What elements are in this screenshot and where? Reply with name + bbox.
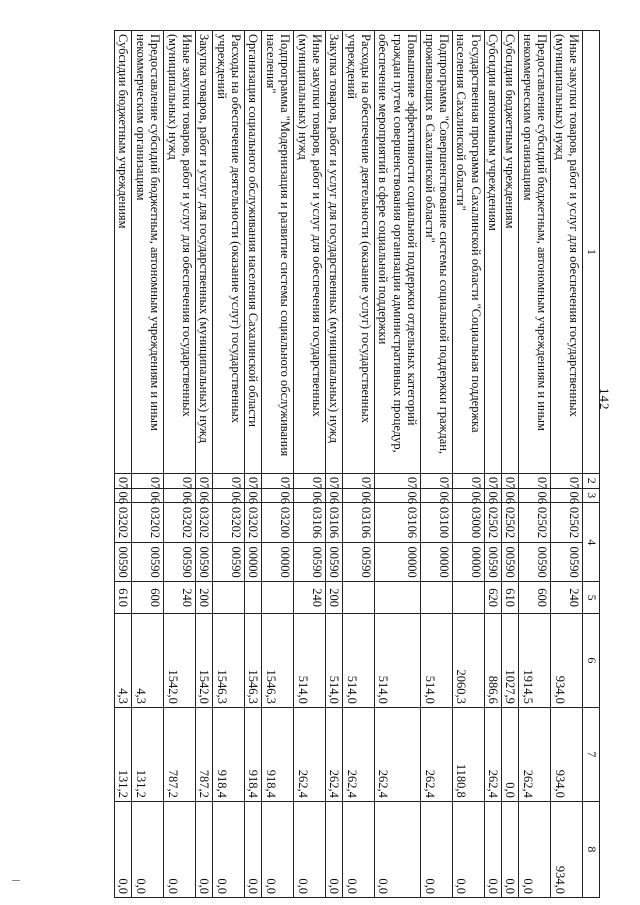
row-amount-col8-cell: 0,0 bbox=[326, 801, 343, 897]
row-target-subcode-cell: 00000 bbox=[453, 542, 485, 582]
row-amount-col8-cell: 934,0 bbox=[551, 801, 583, 897]
row-target-subcode-cell: 00000 bbox=[245, 542, 262, 582]
row-chapter-cell: 07 bbox=[551, 473, 583, 488]
table-row bbox=[196, 31, 213, 898]
table-row bbox=[343, 31, 375, 898]
row-chapter-cell: 07 bbox=[421, 473, 453, 488]
budget-table bbox=[114, 30, 600, 898]
row-amount-col6-cell: 1542,0 bbox=[164, 613, 196, 707]
row-target-code-cell: 03202 bbox=[213, 503, 245, 543]
row-name-cell: Повышение эффективности социальной поддержки отдельных категорий граждан путем совершенствования организации административных процедур, обеспечение мероприятий в сфере социальной поддержки bbox=[375, 31, 421, 474]
row-target-code-cell: 02502 bbox=[502, 503, 519, 543]
row-target-code-cell: 03106 bbox=[294, 503, 326, 543]
row-target-subcode-cell: 00590 bbox=[115, 542, 132, 582]
row-expense-type-cell: 200 bbox=[196, 582, 213, 613]
table-row bbox=[453, 31, 485, 898]
header-col-7: 7 bbox=[583, 707, 600, 801]
row-target-subcode-cell: 00590 bbox=[326, 542, 343, 582]
row-name-cell: Субсидии автономным учреждениям bbox=[484, 31, 501, 474]
row-expense-type-cell bbox=[453, 582, 485, 613]
row-amount-col8-cell: 0,0 bbox=[164, 801, 196, 897]
table-row bbox=[519, 31, 551, 898]
row-expense-type-cell: 610 bbox=[115, 582, 132, 613]
row-name-cell: Расходы на обеспечение деятельности (оказание услуг) государственных учреждений bbox=[343, 31, 375, 474]
row-name-cell: Государственная программа Сахалинской области "Социальная поддержка населения Сахалинской области" bbox=[453, 31, 485, 474]
row-section-cell: 06 bbox=[262, 488, 294, 503]
row-amount-col6-cell: 2060,3 bbox=[453, 613, 485, 707]
row-section-cell: 06 bbox=[326, 488, 343, 503]
table-row bbox=[294, 31, 326, 898]
row-amount-col7-cell: 262,4 bbox=[343, 707, 375, 801]
row-section-cell: 06 bbox=[132, 488, 164, 503]
row-amount-col6-cell: 1027,9 bbox=[502, 613, 519, 707]
row-chapter-cell: 07 bbox=[484, 473, 501, 488]
row-amount-col6-cell: 514,0 bbox=[294, 613, 326, 707]
table-row bbox=[115, 31, 132, 898]
row-target-code-cell: 03106 bbox=[343, 503, 375, 543]
row-expense-type-cell: 610 bbox=[502, 582, 519, 613]
row-chapter-cell: 07 bbox=[519, 473, 551, 488]
row-amount-col8-cell: 0,0 bbox=[245, 801, 262, 897]
header-col-4: 4 bbox=[583, 503, 600, 582]
row-target-code-cell: 03106 bbox=[326, 503, 343, 543]
row-amount-col7-cell: 1180,8 bbox=[453, 707, 485, 801]
row-target-code-cell: 03100 bbox=[421, 503, 453, 543]
row-amount-col8-cell: 0,0 bbox=[343, 801, 375, 897]
row-chapter-cell: 07 bbox=[213, 473, 245, 488]
row-amount-col7-cell: 918,4 bbox=[262, 707, 294, 801]
row-section-cell: 06 bbox=[484, 488, 501, 503]
row-amount-col6-cell: 1546,3 bbox=[262, 613, 294, 707]
row-target-subcode-cell: 00000 bbox=[375, 542, 421, 582]
table-row bbox=[375, 31, 421, 898]
table-body bbox=[115, 31, 583, 898]
header-col-3: 3 bbox=[583, 488, 600, 503]
table-row bbox=[502, 31, 519, 898]
row-name-cell: Иные закупки товаров, работ и услуг для обеспечения государственных (муниципальных) нужд bbox=[551, 31, 583, 474]
header-col-6: 6 bbox=[583, 613, 600, 707]
row-section-cell: 06 bbox=[213, 488, 245, 503]
row-section-cell: 06 bbox=[343, 488, 375, 503]
row-amount-col7-cell: 918,4 bbox=[245, 707, 262, 801]
row-target-subcode-cell: 00590 bbox=[196, 542, 213, 582]
row-chapter-cell: 07 bbox=[502, 473, 519, 488]
row-target-subcode-cell: 00590 bbox=[484, 542, 501, 582]
row-amount-col8-cell: 0,0 bbox=[132, 801, 164, 897]
row-target-code-cell: 03106 bbox=[375, 503, 421, 543]
row-amount-col7-cell: 262,4 bbox=[326, 707, 343, 801]
header-col-8: 8 bbox=[583, 801, 600, 897]
row-amount-col8-cell: 0,0 bbox=[502, 801, 519, 897]
row-target-code-cell: 03202 bbox=[132, 503, 164, 543]
row-amount-col6-cell: 4,3 bbox=[132, 613, 164, 707]
row-target-code-cell: 03202 bbox=[245, 503, 262, 543]
row-target-subcode-cell: 00590 bbox=[551, 542, 583, 582]
row-chapter-cell: 07 bbox=[196, 473, 213, 488]
row-target-subcode-cell: 00000 bbox=[262, 542, 294, 582]
row-expense-type-cell bbox=[213, 582, 245, 613]
row-section-cell: 06 bbox=[375, 488, 421, 503]
row-expense-type-cell bbox=[245, 582, 262, 613]
row-target-code-cell: 03000 bbox=[453, 503, 485, 543]
row-target-code-cell: 03202 bbox=[115, 503, 132, 543]
row-name-cell: Подпрограмма "Совершенствование системы социальной поддержки граждан, проживающих в Сахалинской области" bbox=[421, 31, 453, 474]
row-chapter-cell: 07 bbox=[245, 473, 262, 488]
row-amount-col7-cell: 262,4 bbox=[519, 707, 551, 801]
row-amount-col6-cell: 1542,0 bbox=[196, 613, 213, 707]
row-target-code-cell: 03202 bbox=[164, 503, 196, 543]
row-section-cell: 06 bbox=[294, 488, 326, 503]
row-chapter-cell: 07 bbox=[326, 473, 343, 488]
row-section-cell: 06 bbox=[502, 488, 519, 503]
row-section-cell: 06 bbox=[519, 488, 551, 503]
row-name-cell: Иные закупки товаров, работ и услуг для обеспечения государственных (муниципальных) нужд bbox=[294, 31, 326, 474]
row-name-cell: Расходы на обеспечение деятельности (оказание услуг) государственных учреждений bbox=[213, 31, 245, 474]
table-row bbox=[326, 31, 343, 898]
header-col-1: 1 bbox=[583, 31, 600, 474]
table-row bbox=[421, 31, 453, 898]
table-row bbox=[213, 31, 245, 898]
row-amount-col7-cell: 131,2 bbox=[132, 707, 164, 801]
row-section-cell: 06 bbox=[551, 488, 583, 503]
row-amount-col6-cell: 514,0 bbox=[375, 613, 421, 707]
row-name-cell: Закупка товаров, работ и услуг для государственных (муниципальных) нужд bbox=[196, 31, 213, 474]
row-amount-col7-cell: 262,4 bbox=[421, 707, 453, 801]
row-target-code-cell: 02502 bbox=[519, 503, 551, 543]
row-expense-type-cell bbox=[421, 582, 453, 613]
row-amount-col8-cell: 0,0 bbox=[375, 801, 421, 897]
row-chapter-cell: 07 bbox=[164, 473, 196, 488]
row-amount-col7-cell: 787,2 bbox=[164, 707, 196, 801]
row-amount-col8-cell: 0,0 bbox=[196, 801, 213, 897]
row-target-subcode-cell: 00590 bbox=[343, 542, 375, 582]
row-target-subcode-cell: 00590 bbox=[164, 542, 196, 582]
row-amount-col6-cell: 514,0 bbox=[343, 613, 375, 707]
row-amount-col6-cell: 1546,3 bbox=[245, 613, 262, 707]
row-amount-col6-cell: 514,0 bbox=[326, 613, 343, 707]
row-expense-type-cell bbox=[343, 582, 375, 613]
row-name-cell: Субсидии бюджетным учреждениям bbox=[502, 31, 519, 474]
row-target-subcode-cell: 00590 bbox=[519, 542, 551, 582]
row-amount-col8-cell: 0,0 bbox=[213, 801, 245, 897]
row-section-cell: 06 bbox=[164, 488, 196, 503]
row-target-code-cell: 02502 bbox=[484, 503, 501, 543]
row-amount-col6-cell: 1914,5 bbox=[519, 613, 551, 707]
row-expense-type-cell: 600 bbox=[132, 582, 164, 613]
row-expense-type-cell: 200 bbox=[326, 582, 343, 613]
row-target-code-cell: 02502 bbox=[551, 503, 583, 543]
row-expense-type-cell: 600 bbox=[519, 582, 551, 613]
table-row bbox=[132, 31, 164, 898]
row-amount-col8-cell: 0,0 bbox=[262, 801, 294, 897]
row-target-subcode-cell: 00590 bbox=[294, 542, 326, 582]
row-amount-col7-cell: 934,0 bbox=[551, 707, 583, 801]
row-name-cell: Подпрограмма "Модернизация и развитие системы социального обслуживания населения" bbox=[262, 31, 294, 474]
row-amount-col8-cell: 0,0 bbox=[421, 801, 453, 897]
row-name-cell: Закупка товаров, работ и услуг для государственных (муниципальных) нужд bbox=[326, 31, 343, 474]
table-row bbox=[164, 31, 196, 898]
row-amount-col7-cell: 131,2 bbox=[115, 707, 132, 801]
row-name-cell: Предоставление субсидий бюджетным, автономным учреждениям и иным некоммерческим организациям bbox=[519, 31, 551, 474]
row-amount-col7-cell: 262,4 bbox=[375, 707, 421, 801]
row-amount-col8-cell: 0,0 bbox=[484, 801, 501, 897]
row-target-code-cell: 03202 bbox=[196, 503, 213, 543]
row-amount-col7-cell: 787,2 bbox=[196, 707, 213, 801]
table-row bbox=[245, 31, 262, 898]
row-amount-col8-cell: 0,0 bbox=[294, 801, 326, 897]
scan-mark bbox=[12, 880, 20, 881]
row-amount-col8-cell: 0,0 bbox=[519, 801, 551, 897]
row-amount-col7-cell: 918,4 bbox=[213, 707, 245, 801]
table-header-row bbox=[583, 31, 600, 898]
table-row bbox=[262, 31, 294, 898]
page-number: 142 bbox=[597, 388, 612, 411]
row-chapter-cell: 07 bbox=[262, 473, 294, 488]
row-expense-type-cell bbox=[375, 582, 421, 613]
row-section-cell: 06 bbox=[115, 488, 132, 503]
header-col-5: 5 bbox=[583, 582, 600, 613]
row-amount-col6-cell: 1546,3 bbox=[213, 613, 245, 707]
row-amount-col7-cell: 262,4 bbox=[294, 707, 326, 801]
row-target-subcode-cell: 00590 bbox=[132, 542, 164, 582]
row-section-cell: 06 bbox=[453, 488, 485, 503]
row-amount-col6-cell: 4,3 bbox=[115, 613, 132, 707]
row-expense-type-cell bbox=[262, 582, 294, 613]
row-amount-col8-cell: 0,0 bbox=[115, 801, 132, 897]
row-chapter-cell: 07 bbox=[453, 473, 485, 488]
row-section-cell: 06 bbox=[196, 488, 213, 503]
header-col-2: 2 bbox=[583, 473, 600, 488]
row-section-cell: 06 bbox=[245, 488, 262, 503]
row-name-cell: Субсидии бюджетным учреждениям bbox=[115, 31, 132, 474]
row-chapter-cell: 07 bbox=[132, 473, 164, 488]
row-chapter-cell: 07 bbox=[343, 473, 375, 488]
row-expense-type-cell: 240 bbox=[164, 582, 196, 613]
row-expense-type-cell: 620 bbox=[484, 582, 501, 613]
row-target-subcode-cell: 00590 bbox=[502, 542, 519, 582]
table-row bbox=[551, 31, 583, 898]
row-amount-col6-cell: 514,0 bbox=[421, 613, 453, 707]
row-chapter-cell: 07 bbox=[375, 473, 421, 488]
row-name-cell: Организация социального обслуживания населения Сахалинской области bbox=[245, 31, 262, 474]
row-target-subcode-cell: 00590 bbox=[213, 542, 245, 582]
row-amount-col6-cell: 934,0 bbox=[551, 613, 583, 707]
row-name-cell: Иные закупки товаров, работ и услуг для обеспечения государственных (муниципальных) нужд bbox=[164, 31, 196, 474]
table-row bbox=[484, 31, 501, 898]
row-amount-col7-cell: 0,0 bbox=[502, 707, 519, 801]
row-amount-col8-cell: 0,0 bbox=[453, 801, 485, 897]
row-chapter-cell: 07 bbox=[115, 473, 132, 488]
row-expense-type-cell: 240 bbox=[551, 582, 583, 613]
row-name-cell: Предоставление субсидий бюджетным, автономным учреждениям и иным некоммерческим организациям bbox=[132, 31, 164, 474]
row-target-code-cell: 03200 bbox=[262, 503, 294, 543]
row-expense-type-cell: 240 bbox=[294, 582, 326, 613]
row-target-subcode-cell: 00000 bbox=[421, 542, 453, 582]
row-section-cell: 06 bbox=[421, 488, 453, 503]
row-amount-col7-cell: 262,4 bbox=[484, 707, 501, 801]
row-amount-col6-cell: 886,6 bbox=[484, 613, 501, 707]
row-chapter-cell: 07 bbox=[294, 473, 326, 488]
